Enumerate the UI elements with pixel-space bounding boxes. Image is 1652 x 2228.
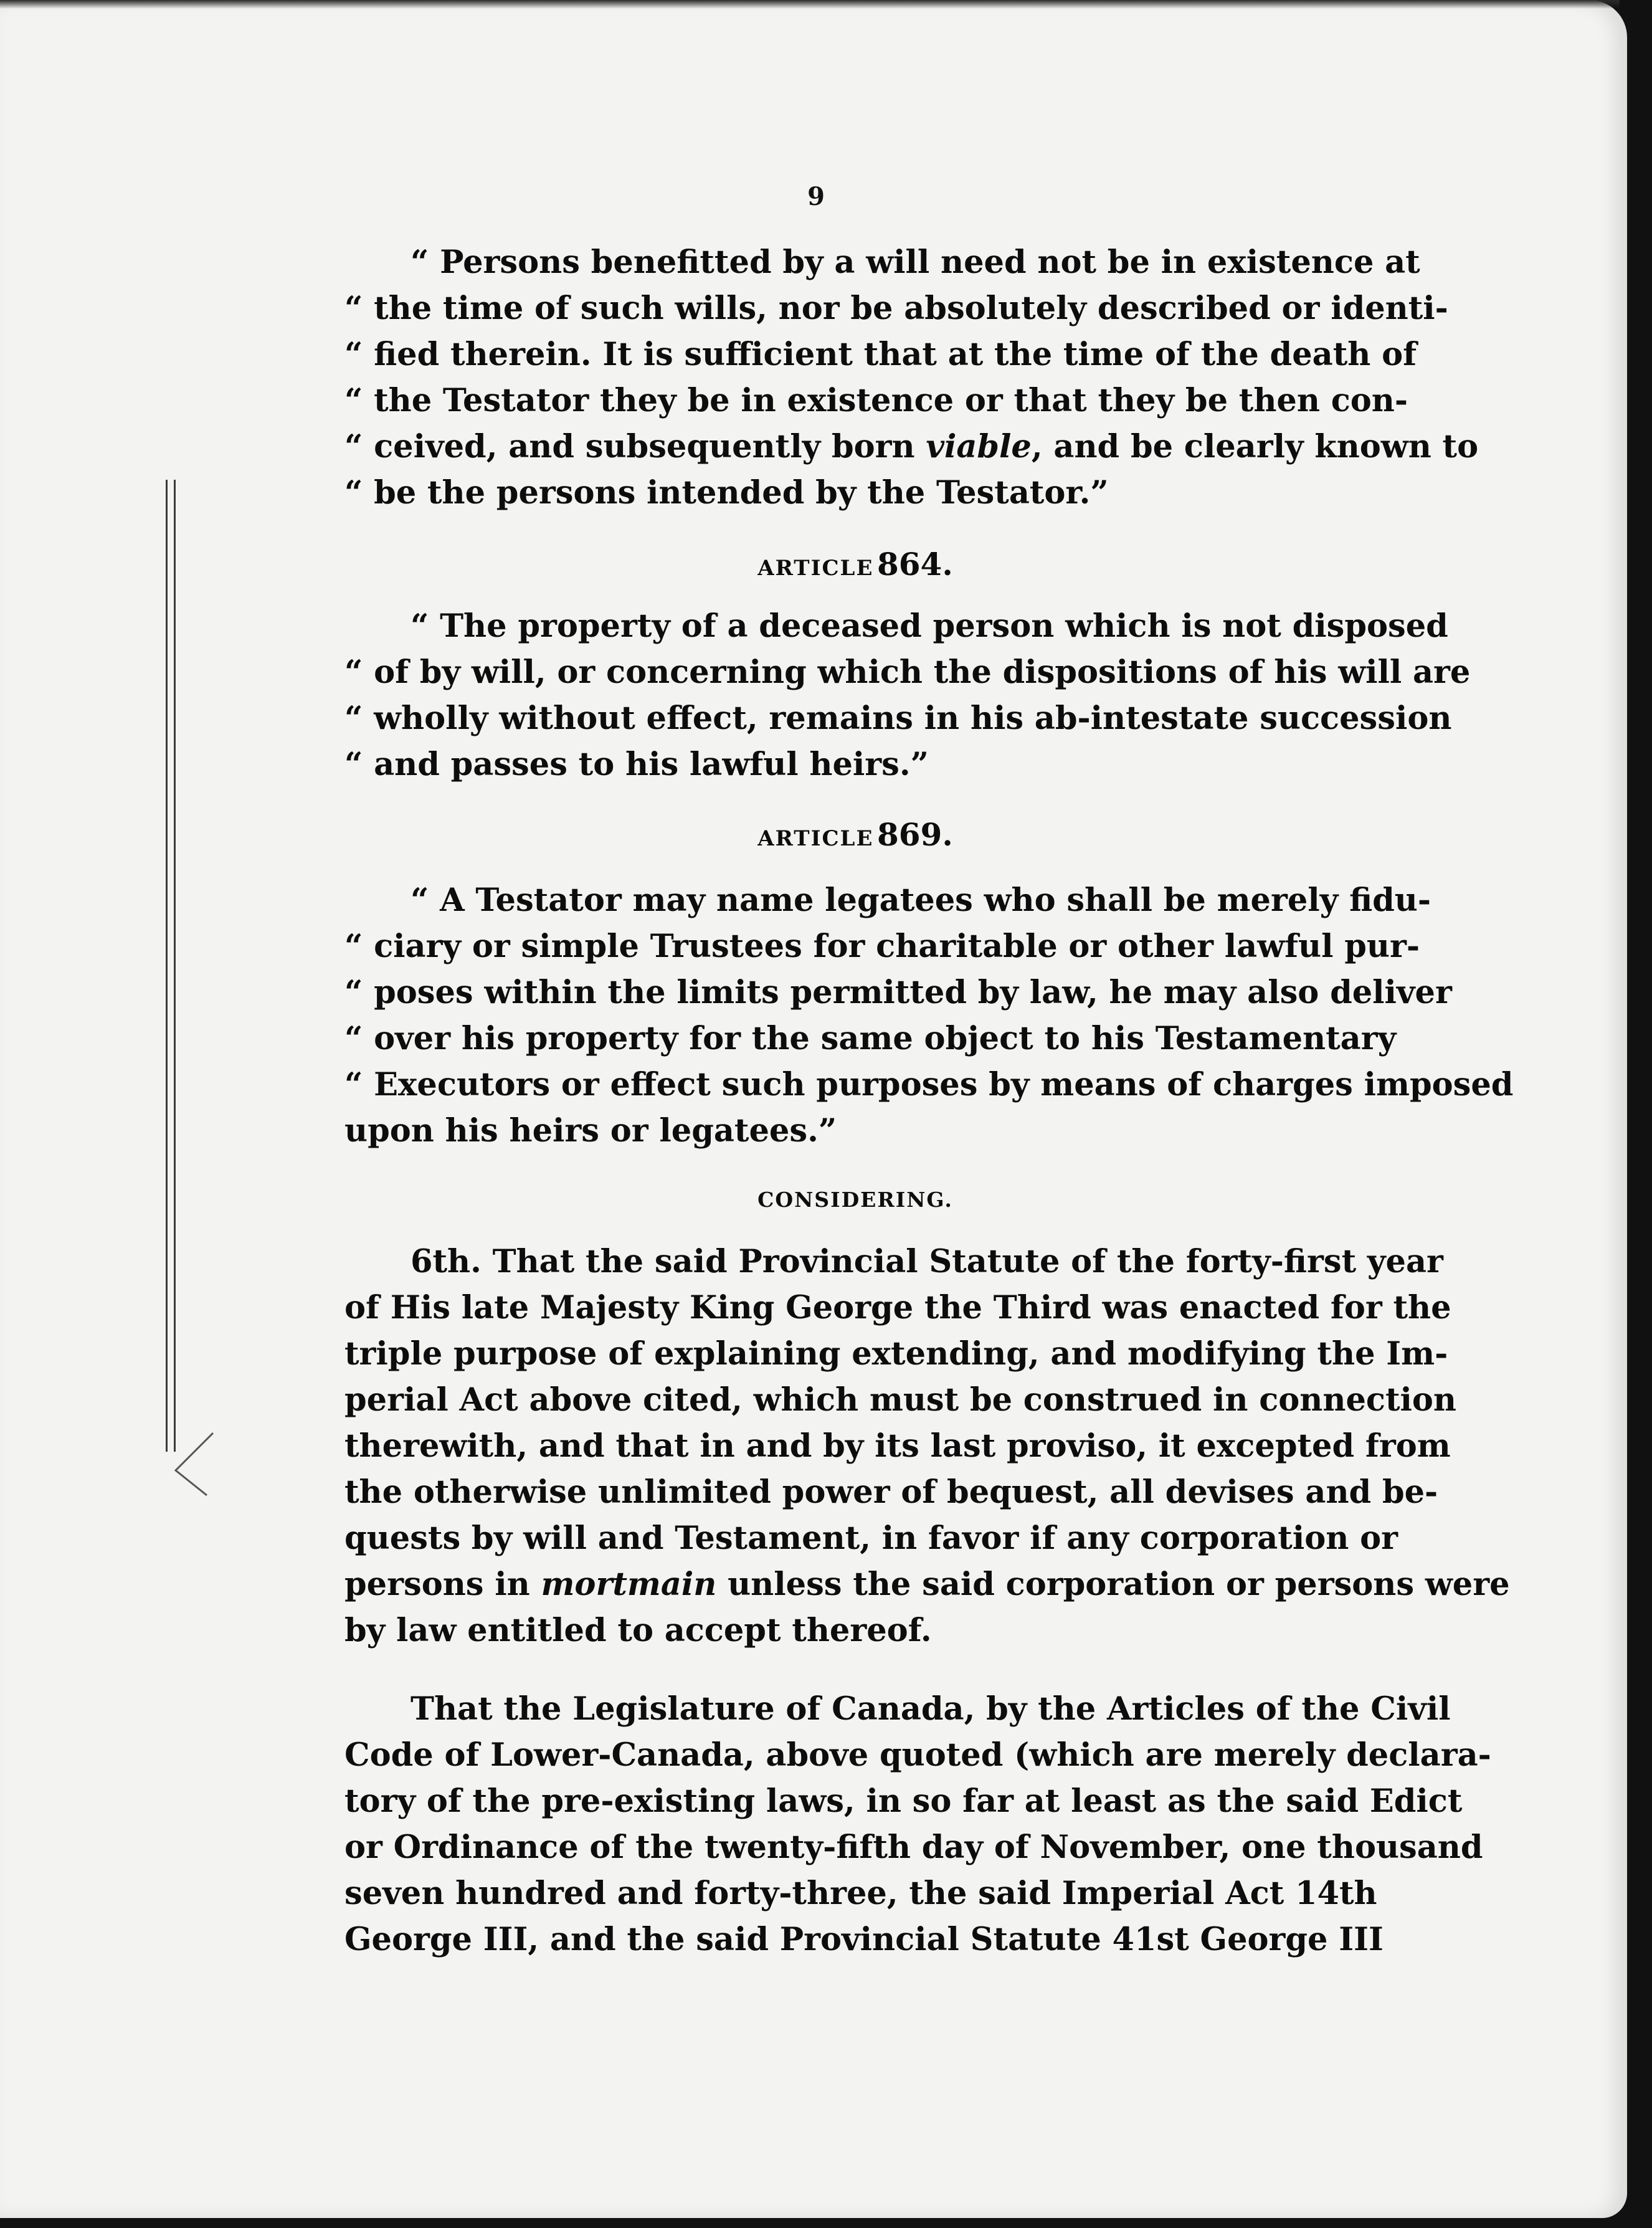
article-869-text: [344, 877, 1514, 1154]
margin-bracket-line: [166, 480, 176, 1452]
text-line: “ ciary or simple Trustees for charitable or other lawful pur-: [344, 928, 1420, 965]
text-line: “ the time of such wills, nor be absolutely described or identi-: [344, 290, 1448, 327]
text-line: persons in mortmain unless the said corporation or persons were: [344, 1566, 1510, 1603]
article-number: 864.: [876, 546, 953, 583]
quote-article-863: [344, 239, 1479, 516]
text-line: or Ordinance of the twenty-fifth day of November, one thousand: [344, 1829, 1483, 1866]
text-line: Code of Lower-Canada, above quoted (which are merely declara-: [344, 1736, 1491, 1774]
text-line: “ Executors or effect such purposes by means of charges imposed: [344, 1066, 1514, 1103]
article-864-heading: [344, 546, 1366, 583]
paragraph-legislature: [344, 1686, 1491, 1963]
text-line: therewith, and that in and by its last proviso, it excepted from: [344, 1427, 1451, 1465]
text-line: George III, and the said Provincial Statute 41st George III: [344, 1921, 1384, 1958]
text-line: “ Persons benefitted by a will need not be in existence at: [411, 244, 1420, 281]
text-line: “ fied therein. It is sufficient that at the time of the death of: [344, 336, 1417, 373]
page-number: 9: [807, 182, 825, 211]
article-869-heading: [344, 816, 1366, 853]
text-line: of His late Majesty King George the Third was enacted for the: [344, 1289, 1451, 1326]
article-label: ARTICLE: [757, 826, 874, 851]
article-label: ARTICLE: [757, 556, 874, 581]
text-line: tory of the pre-existing laws, in so far at least as the said Edict: [344, 1783, 1463, 1820]
text-line: “ over his property for the same object to his Testamentary: [344, 1020, 1397, 1057]
text-line: upon his heirs or legatees.”: [344, 1112, 837, 1150]
text-line: 6th. That the said Provincial Statute of the forty-first year: [411, 1243, 1443, 1280]
page-top-shadow: [0, 0, 1620, 9]
text-line: “ The property of a deceased person which is not disposed: [411, 607, 1448, 645]
text-line: the otherwise unlimited power of bequest, all devises and be-: [344, 1473, 1438, 1511]
italic-term: mortmain: [541, 1566, 717, 1603]
margin-arrow-icon: [163, 1427, 219, 1502]
text-line: That the Legislature of Canada, by the Articles of the Civil: [411, 1690, 1451, 1728]
text-line: perial Act above cited, which must be construed in connection: [344, 1381, 1456, 1419]
text-line: “ A Testator may name legatees who shall be merely fidu-: [411, 882, 1431, 919]
text-line: “ and passes to his lawful heirs.”: [344, 746, 929, 783]
text-line: “ ceived, and subsequently born viable, and be clearly known to: [344, 428, 1479, 465]
text-line: “ the Testator they be in existence or that they be then con-: [344, 382, 1408, 419]
text-line: “ be the persons intended by the Testator.”: [344, 474, 1109, 512]
text-line: quests by will and Testament, in favor if any corporation or: [344, 1520, 1398, 1557]
considering-heading: CONSIDERING.: [757, 1188, 953, 1212]
article-number: 869.: [876, 816, 953, 853]
text-line: triple purpose of explaining extending, and modifying the Im-: [344, 1335, 1448, 1373]
article-864-text: [344, 603, 1471, 788]
italic-term: viable: [926, 428, 1032, 465]
text-line: “ wholly without effect, remains in his ab-intestate succession: [344, 700, 1452, 737]
text-line: “ poses within the limits permitted by law, he may also deliver: [344, 974, 1452, 1011]
text-line: seven hundred and forty-three, the said Imperial Act 14th: [344, 1875, 1377, 1912]
text-line: by law entitled to accept thereof.: [344, 1612, 932, 1649]
text-line: “ of by will, or concerning which the dispositions of his will are: [344, 654, 1471, 691]
paragraph-6th: [344, 1239, 1510, 1654]
